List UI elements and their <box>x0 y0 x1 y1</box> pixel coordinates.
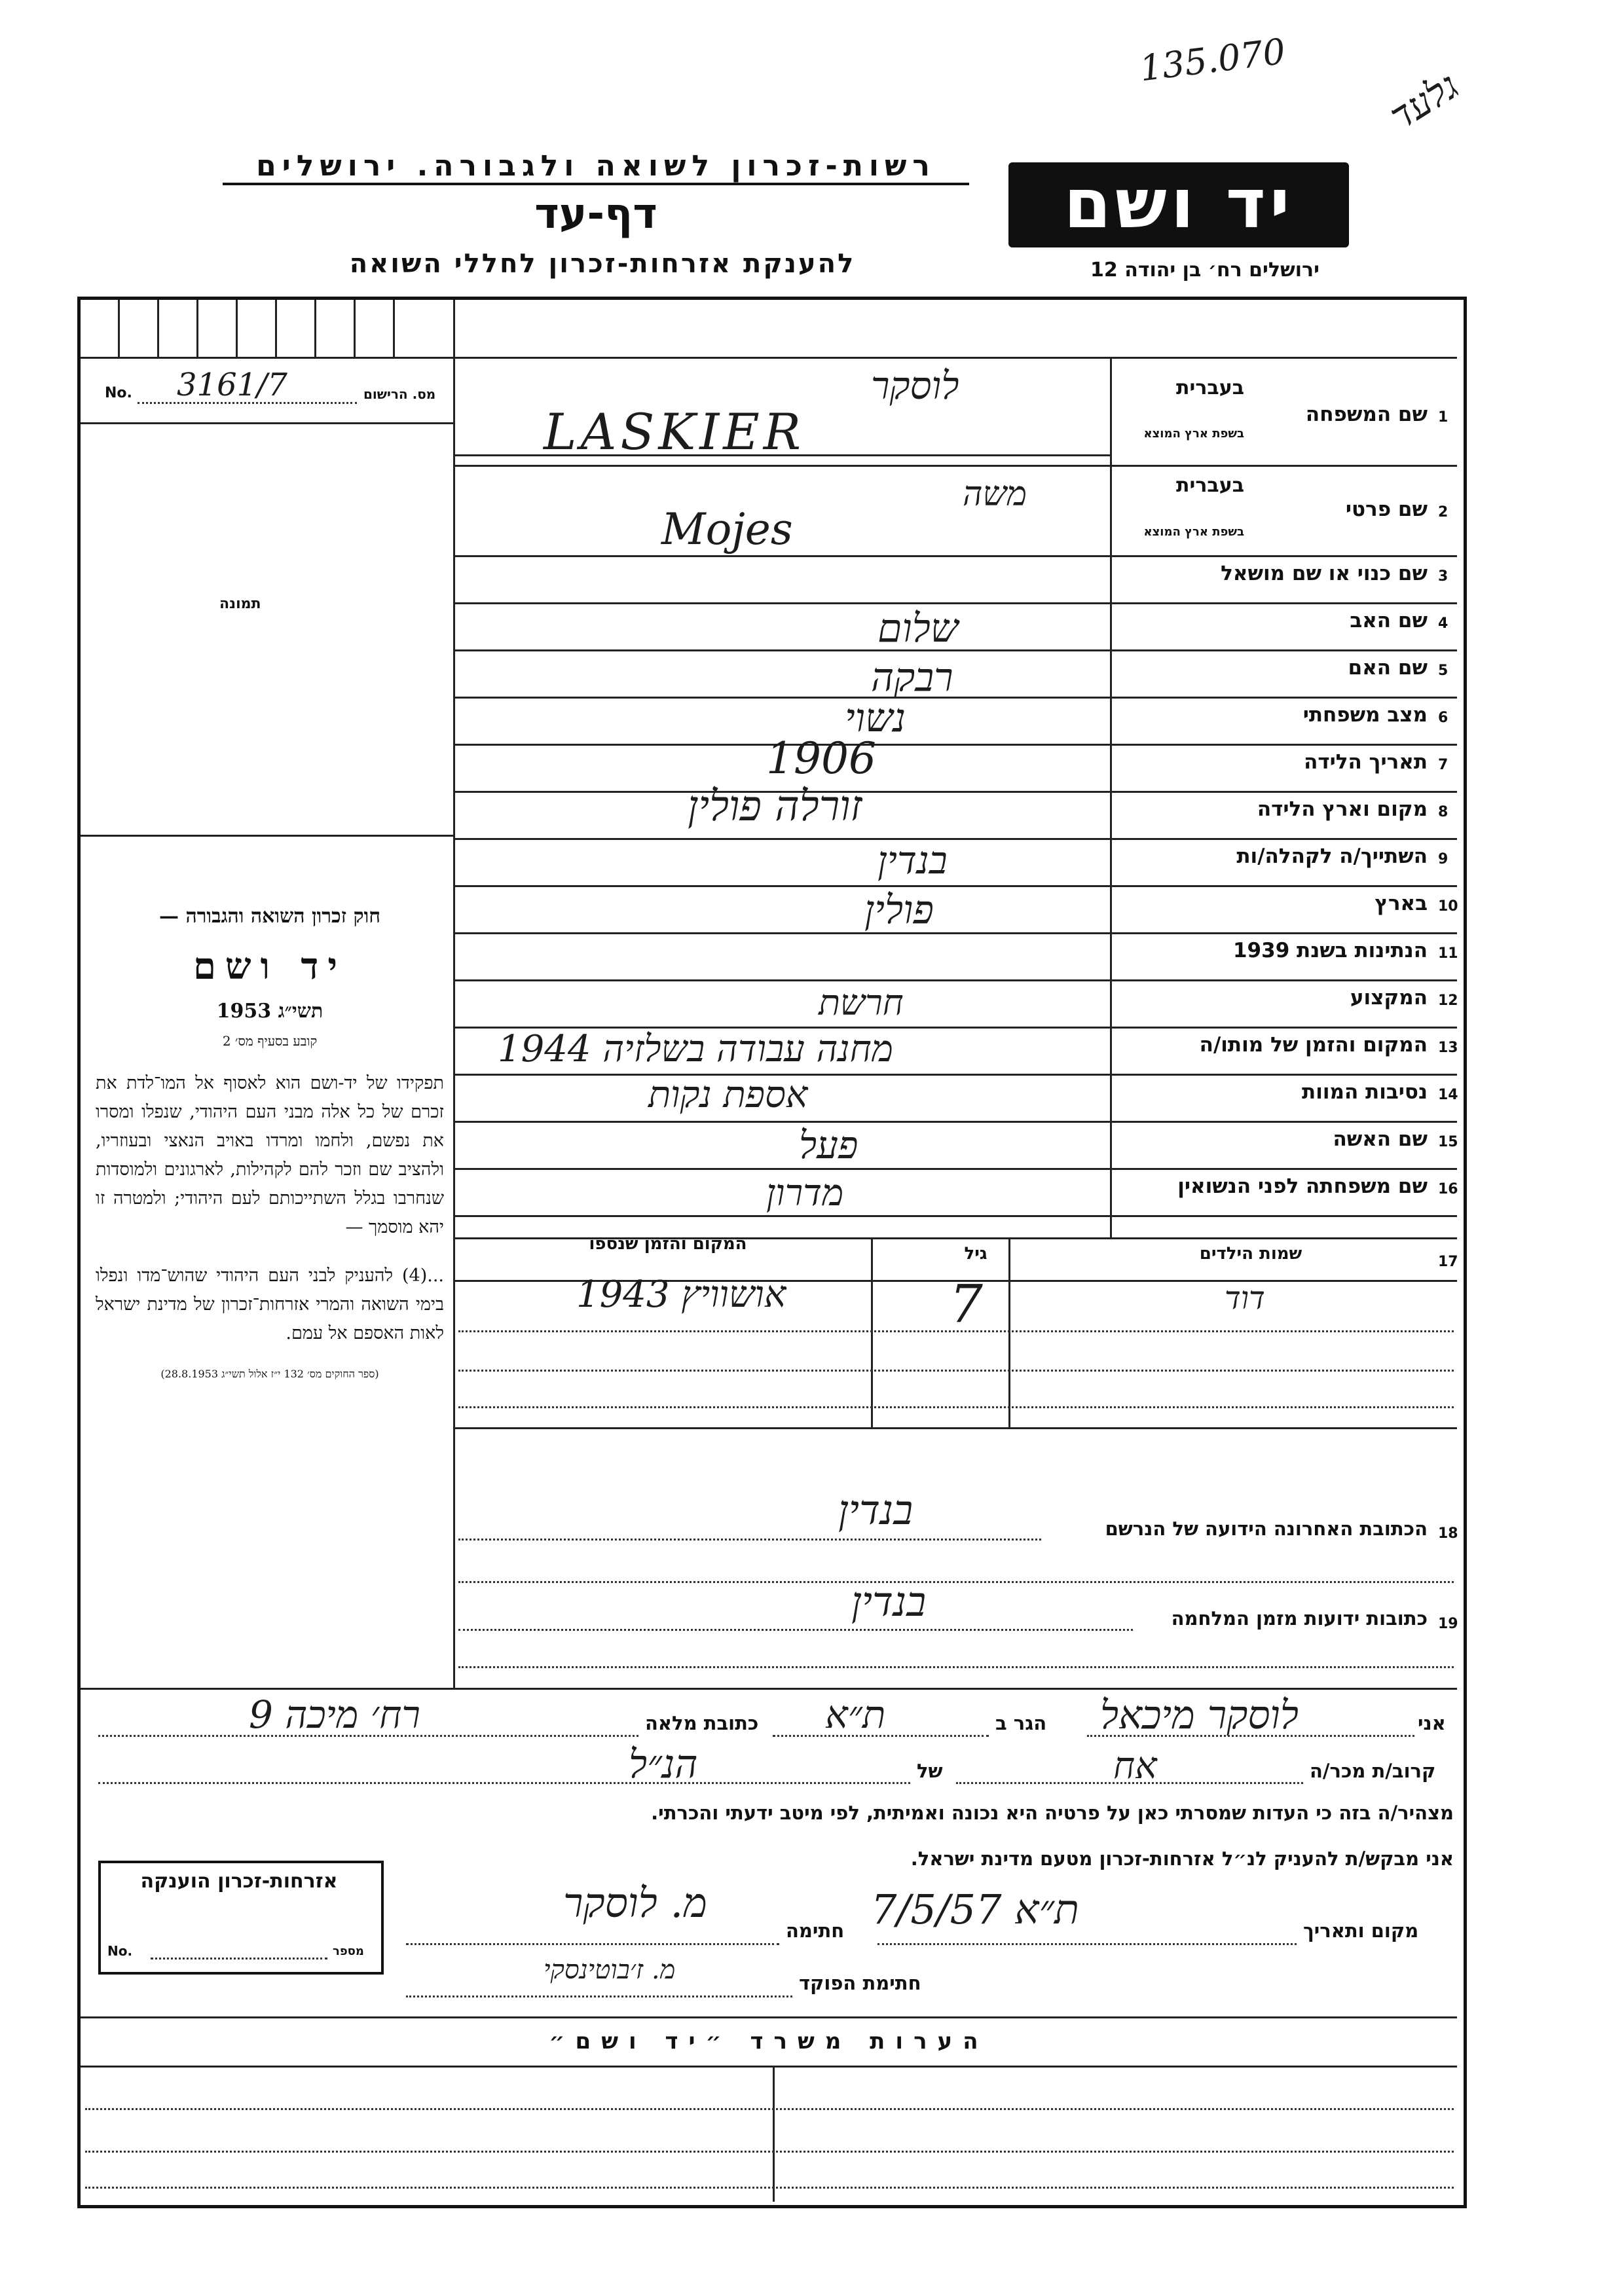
field-number: 5 <box>1438 663 1449 679</box>
reg-no-label: No. <box>105 385 132 401</box>
box-divider <box>354 300 356 357</box>
label-column-divider <box>1110 357 1112 1237</box>
surname-local-value: LASKIER <box>544 403 805 461</box>
logo-address: ירושלים רח׳ בן יהודה 12 <box>1090 259 1320 282</box>
box-divider <box>314 300 316 357</box>
field-number: 15 <box>1438 1134 1458 1150</box>
office-notes-title: הערות משרד ״יד ושם״ <box>549 2028 989 2054</box>
residing-value: ת״א <box>825 1692 886 1737</box>
field-number: 6 <box>1438 710 1449 726</box>
box-divider <box>196 300 198 357</box>
office-notes-row <box>85 2187 1454 2189</box>
field-number: 12 <box>1438 993 1458 1009</box>
field-number: 7 <box>1438 757 1449 773</box>
field-number: 10 <box>1438 898 1458 915</box>
field-label-birth-date: תאריך הלידה <box>1304 750 1428 774</box>
signature-line <box>406 1943 779 1945</box>
residing-label: הגר ב <box>995 1712 1047 1734</box>
field-number: 14 <box>1438 1087 1458 1103</box>
field-label-profession: המקצוע <box>1350 986 1428 1010</box>
wartime-address-value: בנדין <box>851 1578 927 1626</box>
row-line <box>453 602 1457 604</box>
declaration-statement: מצהיר/ה בזה כי העדות שמסרתי כאן על פרטיה היא נכונה ואמיתית, לפי מיטב ידעתי והכרתי. <box>651 1802 1454 1824</box>
law-title: חוק זכרון השואה והגבורה — <box>159 905 380 928</box>
address-extra-line <box>458 1581 1454 1583</box>
reg-no-line <box>138 402 357 404</box>
office-notes-row <box>85 2108 1454 2110</box>
archive-number: 135.070 <box>1137 30 1288 90</box>
maiden-name-value: מדרון <box>766 1172 844 1214</box>
field-label-death-circumstances: נסיבות המוות <box>1302 1080 1428 1104</box>
authority-title: רשות-זכרון לשואה ולגבורה. ירושלים <box>223 149 969 185</box>
corner-note: גלעד <box>1382 63 1466 139</box>
child-age-value: 7 <box>950 1273 983 1334</box>
country-value: פולין <box>864 887 934 933</box>
officer-signature-label: חתימת הפוקד <box>799 1972 921 1994</box>
profession-value: חרשת <box>819 982 904 1023</box>
law-name: יד ושם <box>193 945 347 988</box>
row-line <box>453 1074 1457 1076</box>
relation-line <box>956 1782 1303 1784</box>
row-line <box>453 979 1457 981</box>
field-label-first-name: שם פרטי <box>1345 498 1428 521</box>
child-name-value: דוד <box>1225 1280 1265 1317</box>
death-place-value: מחנה עבודה בשלזיה 1944 <box>498 1028 893 1070</box>
field-number: 2 <box>1438 504 1449 520</box>
last-address-value: בנדין <box>838 1486 913 1534</box>
form-title: דף-עד <box>534 190 657 238</box>
field-number: 3 <box>1438 568 1449 585</box>
signature-value: מ. לוסקר <box>563 1879 707 1927</box>
stamp-no-label: No. <box>107 1943 133 1959</box>
of-value: הנ״ל <box>629 1741 698 1787</box>
address-extra-line <box>458 1666 1454 1668</box>
relation-value: אח <box>1113 1745 1157 1787</box>
field-label-wife: שם האשה <box>1333 1127 1428 1151</box>
field-number: 18 <box>1438 1525 1458 1542</box>
box-divider <box>157 300 159 357</box>
field-label-nationality: הנתינות בשנת 1939 <box>1232 939 1428 962</box>
declarant-name-line <box>1087 1735 1414 1737</box>
law-section: קובע בסעיף מס׳ 2 <box>222 1033 318 1049</box>
field-label-mother: שם האם <box>1348 656 1428 680</box>
law-block <box>90 897 449 1381</box>
box-divider <box>275 300 277 357</box>
birth-place-value: זורלה פולין <box>688 782 862 831</box>
birth-date-value: 1906 <box>766 733 876 784</box>
field-label-surname: שם המשפחה <box>1305 403 1428 426</box>
law-text: תפקידו של יד-ושם הוא לאסוף אל המו־לדת את זכרם של כל אלה מבני העם היהודי, שנפלו ומסרו את נפשם, ולחמו ומרדו באויב הנאצי ובעוזריו, ולהציב שם וזכר להם לקהילות, לארגונים ולמוסדות שנחרבו בגלל השתייכותם לעם היהודי; ולמטרה זו יהא מוסמך — <box>96 1073 444 1237</box>
full-address-line <box>98 1735 638 1737</box>
children-age-header: גיל <box>964 1244 987 1264</box>
death-circumstances-value: אספת נקות <box>648 1074 808 1116</box>
field-label-nickname: שם כנוי או שם מושאל <box>1221 562 1428 585</box>
row-line <box>453 465 1457 467</box>
row-line <box>453 1121 1457 1123</box>
of-label: של <box>917 1760 943 1782</box>
field-number: 13 <box>1438 1040 1458 1056</box>
reg-no-value: 3161/7 <box>177 367 287 403</box>
row-line <box>453 744 1457 746</box>
office-notes-divider <box>773 2066 775 2202</box>
of-line <box>98 1782 910 1784</box>
children-col-divider <box>871 1237 873 1427</box>
children-row-line <box>458 1370 1454 1372</box>
field-label-birth-place: מקום וארץ הלידה <box>1257 797 1428 821</box>
row-line <box>453 555 1457 557</box>
field-number: 17 <box>1438 1254 1458 1270</box>
place-date-line <box>877 1943 1297 1945</box>
top-row-line <box>81 357 1457 359</box>
law-text-clause: ...(4) להעניק לבני העם היהודי שהוש־מדו ונפלו בימי השואה והמרי אזרחות־זכרון של מדינת ישראל לאות האספם אל עמם. <box>96 1266 444 1343</box>
officer-signature-line <box>406 1995 792 1997</box>
form-subtitle: להענקת אזרחות-זכרון לחללי השואה <box>349 249 856 279</box>
first-name-local-value: Mojes <box>661 504 793 555</box>
sub-label-hebrew: בעברית <box>1176 376 1244 399</box>
row-line <box>453 838 1457 840</box>
office-notes-row <box>85 2151 1454 2153</box>
community-value: בנדין <box>877 838 948 883</box>
row-line <box>453 697 1457 699</box>
office-notes-line <box>81 2066 1457 2068</box>
photo-bottom-line <box>81 835 454 837</box>
children-place-header: המקום והזמן שנספו <box>589 1234 747 1254</box>
row-line <box>453 791 1457 793</box>
stamp-no-label-he: מספר <box>333 1944 364 1958</box>
first-name-hebrew-value: משה <box>963 475 1027 514</box>
last-address-line <box>458 1539 1041 1540</box>
relative-label: קרוב/ת מכר/ה <box>1310 1760 1436 1782</box>
field-number: 1 <box>1438 409 1449 426</box>
reg-no-bottom-line <box>81 422 454 424</box>
field-label-father: שם האב <box>1350 609 1428 632</box>
children-row-line <box>458 1406 1454 1408</box>
reg-no-caption: מס. הרישום <box>363 386 436 402</box>
field-label-death-place: המקום והזמן של מותו/ה <box>1199 1033 1428 1057</box>
field-number: 8 <box>1438 804 1449 820</box>
sub-label-hebrew: בעברית <box>1176 474 1244 497</box>
row-line <box>453 1215 1457 1217</box>
last-address-label: הכתובת האחרונה הידועה של הנרשם <box>1105 1518 1428 1540</box>
sub-label-local: בשפת ארץ המוצא <box>1143 525 1244 539</box>
marital-status-value: נשוי <box>845 695 906 741</box>
field-number: 9 <box>1438 851 1449 867</box>
box-divider <box>236 300 238 357</box>
children-names-header: שמות הילדים <box>1199 1244 1302 1264</box>
law-year: תשי״ג 1953 <box>216 1000 323 1023</box>
declaration-i-label: אני <box>1418 1712 1446 1734</box>
row-line <box>453 932 1457 934</box>
officer-signature-value: מ. ז׳בוטינסקי <box>544 1955 676 1985</box>
father-name-value: שלום <box>877 606 959 651</box>
full-address-value: רח׳ מיכה 9 <box>249 1692 420 1737</box>
place-date-value: ת״א 7/5/57 <box>871 1886 1079 1933</box>
signature-label: חתימה <box>786 1920 845 1942</box>
stamp-title: אזרחות-זכרון הוענקה <box>140 1870 338 1893</box>
wife-name-value: פעל <box>799 1123 858 1167</box>
sub-label-local: בשפת ארץ המוצא <box>1143 427 1244 441</box>
declarant-name-value: לוסקר מיכאל <box>1100 1692 1299 1738</box>
photo-label: תמונה <box>219 596 261 612</box>
stamp-no-line <box>151 1958 327 1959</box>
full-address-label: כתובת מלאה <box>645 1712 759 1734</box>
field-label-community: השתייך/ה לקהלה/ות <box>1236 845 1428 868</box>
surname-hebrew-value: לוסקר <box>871 363 959 408</box>
field-number: 11 <box>1438 945 1458 962</box>
field-label-country: בארץ <box>1375 892 1428 915</box>
children-col-divider <box>1008 1237 1010 1427</box>
place-date-label: מקום ותאריך <box>1303 1920 1419 1942</box>
mother-name-value: רבקה <box>871 655 953 701</box>
field-number: 16 <box>1438 1181 1458 1197</box>
child-place-time-value: אושוויץ 1943 <box>576 1273 786 1316</box>
logo-text: יד ושם <box>1063 164 1294 244</box>
field-number: 19 <box>1438 1616 1458 1632</box>
children-bottom-line <box>453 1427 1457 1429</box>
wartime-address-line <box>458 1629 1133 1631</box>
field-label-marital: מצב משפחתי <box>1302 703 1428 727</box>
row-line <box>453 885 1457 887</box>
row-line <box>453 1168 1457 1170</box>
box-divider <box>118 300 120 357</box>
wartime-address-label: כתובות ידועות מזמן המלחמה <box>1171 1607 1428 1630</box>
box-divider <box>393 300 395 357</box>
declaration-top-line <box>81 1688 1457 1690</box>
law-reference: (ספר החוקים מס׳ 132 י״ז אלול תשי״ג 28.8.1953) <box>160 1368 379 1380</box>
field-label-maiden-name: שם משפחתה לפני הנשואין <box>1177 1175 1428 1198</box>
declaration-request: אני מבקש/ת להעניק לנ״ל אזרחות-זכרון מטעם מדינת ישראל. <box>910 1848 1454 1870</box>
field-number: 4 <box>1438 615 1449 632</box>
office-notes-top-line <box>81 2016 1457 2018</box>
left-column-divider <box>453 300 455 1688</box>
residing-line <box>773 1735 989 1737</box>
